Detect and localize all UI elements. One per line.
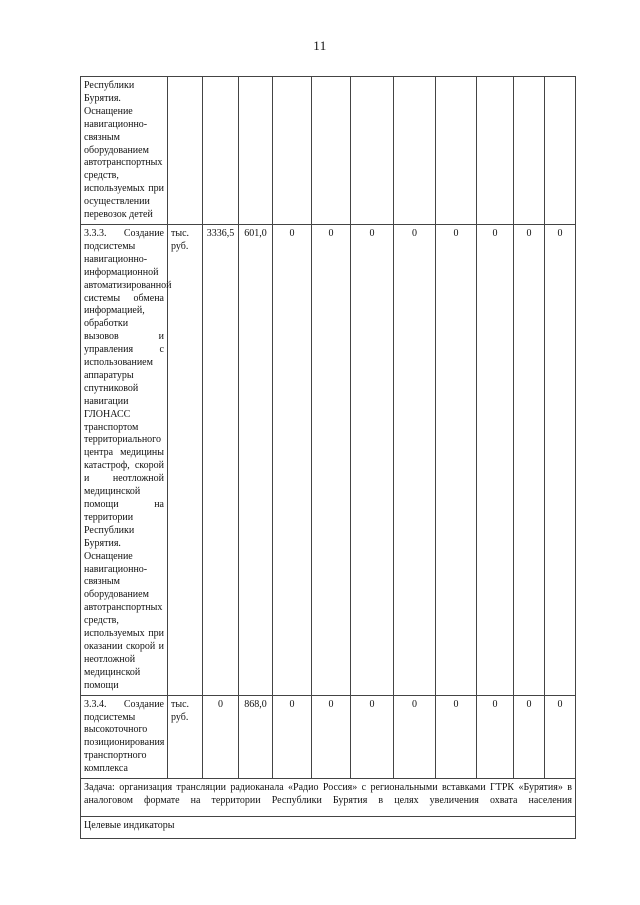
value-cell: 0	[351, 224, 394, 695]
value-cell	[514, 77, 545, 225]
row-unit: тыс. руб.	[168, 224, 203, 695]
value-cell: 0	[477, 695, 514, 778]
value-cell	[203, 77, 239, 225]
row-unit: тыс. руб.	[168, 695, 203, 778]
target-indicators-row	[81, 817, 576, 839]
value-cell	[312, 77, 351, 225]
value-cell: 868,0	[239, 695, 273, 778]
target-indicators-heading: Целевые индикаторы	[81, 817, 576, 839]
value-cell	[436, 77, 477, 225]
value-cell: 0	[351, 695, 394, 778]
value-cell	[394, 77, 436, 225]
task-text: Задача: организация трансляции радиоканала «Радио Россия» с региональными вставками ГТРК «Бурятия» в аналоговом формате на территории Республики Бурятия в целях увеличения охвата населения	[81, 779, 576, 817]
value-cell	[477, 77, 514, 225]
table-row	[81, 695, 576, 778]
page-number: 11	[313, 38, 327, 53]
value-cell: 601,0	[239, 224, 273, 695]
row-description: 3.3.4. Создание подсистемы высокоточного позиционирования транспортного комплекса	[81, 695, 168, 778]
row-unit	[168, 77, 203, 225]
value-cell: 0	[273, 224, 312, 695]
value-cell	[351, 77, 394, 225]
value-cell: 0	[545, 695, 576, 778]
table-row	[81, 224, 576, 695]
row-description: Республики Бурятия. Оснащение навигационно-связным оборудованием автотранспортных средств, используемых при осуществлении перевозок детей	[81, 77, 168, 225]
value-cell: 0	[203, 695, 239, 778]
table-row	[81, 77, 576, 225]
row-description: 3.3.3. Создание подсистемы навигационно-информационной автоматизированной системы обмена информацией, обработки вызовов и управления с использованием аппаратуры спутниковой навигации ГЛОНАСС транспортом территориального центра медицины катастроф, скорой и неотложной медицинской помощи на территории Республики Бурятия. Оснащение навигационно-связным оборудованием автотранспортных средств, используемых при оказании скорой и неотложной медицинской помощи	[81, 224, 168, 695]
value-cell	[239, 77, 273, 225]
value-cell: 0	[436, 695, 477, 778]
value-cell: 0	[545, 224, 576, 695]
value-cell: 0	[312, 224, 351, 695]
value-cell	[273, 77, 312, 225]
value-cell: 0	[394, 695, 436, 778]
value-cell: 3336,5	[203, 224, 239, 695]
value-cell	[545, 77, 576, 225]
budget-table	[80, 76, 576, 839]
task-row	[81, 779, 576, 817]
value-cell: 0	[436, 224, 477, 695]
value-cell: 0	[273, 695, 312, 778]
value-cell: 0	[312, 695, 351, 778]
value-cell: 0	[514, 695, 545, 778]
value-cell: 0	[514, 224, 545, 695]
value-cell: 0	[477, 224, 514, 695]
value-cell: 0	[394, 224, 436, 695]
